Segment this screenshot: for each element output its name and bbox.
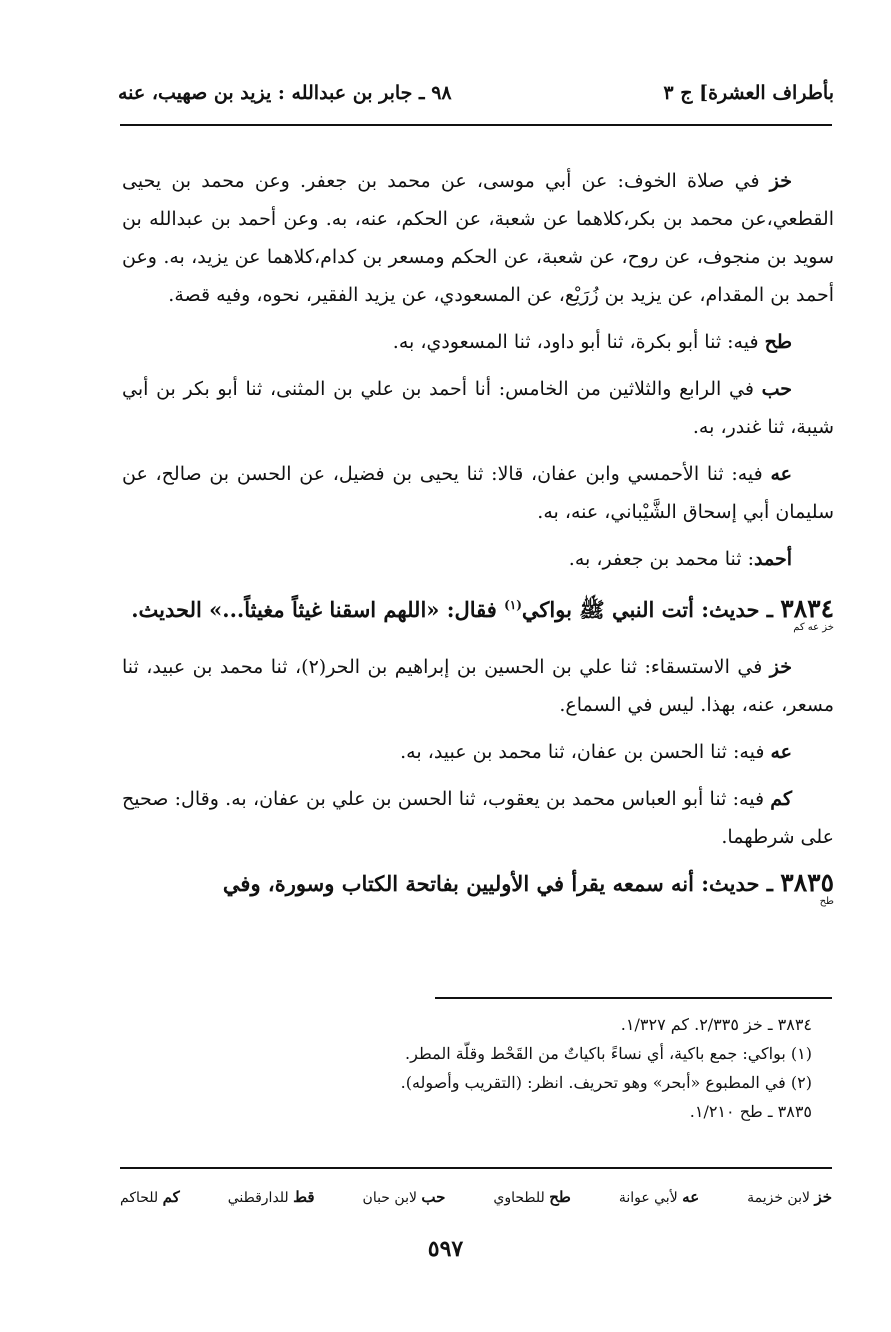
footnote-line: (١) بواكي: جمع باكية، أي نساءً باكياتٌ من القَحْط وقلّة المطر.	[405, 1044, 812, 1063]
paragraph-text: في الاستسقاء: ثنا علي بن الحسين بن إبراهيم بن الحر(٢)، ثنا محمد بن عبيد، ثنا مسعر، عنه، بهذا. ليس في السماع.	[122, 656, 834, 716]
paragraph-ah	[122, 455, 834, 531]
paragraph-khuz-salat-khawf	[122, 162, 834, 314]
source-abbr: أحمد	[754, 548, 792, 570]
paragraph-khuz-istisqa	[122, 648, 834, 724]
header-divider	[120, 124, 832, 126]
legend-name: للحاكم	[120, 1190, 159, 1206]
legend-name: لابن خزيمة	[747, 1190, 810, 1206]
footnote-ref-1: (١)	[504, 598, 522, 612]
paragraph-tah	[122, 323, 834, 361]
legend-abbr: خز	[814, 1188, 832, 1206]
paragraph-hib	[122, 370, 834, 446]
source-abbr: عه	[770, 463, 792, 485]
source-abbr: خز	[769, 656, 792, 678]
legend-item	[747, 1188, 832, 1206]
footnote-line: ٣٨٣٥ ـ طح ١/٢١٠.	[689, 1102, 812, 1121]
running-header	[118, 76, 834, 110]
legend-divider	[120, 1167, 832, 1169]
footnote-line: (٢) في المطبوع «أبحر» وهو تحريف. انظر: (التقريب وأصوله).	[400, 1073, 812, 1092]
legend-name: لأبي عوانة	[618, 1190, 678, 1206]
paragraph-text: فيه: ثنا الحسن بن عفان، ثنا محمد بن عبيد، به.	[400, 741, 771, 763]
legend-abbr: كم	[162, 1188, 180, 1206]
legend-name: لابن حبان	[362, 1190, 417, 1206]
header-book-title: بأطراف العشرة] ج ٣	[663, 82, 834, 104]
source-abbr: طح	[764, 331, 792, 353]
hadith-3834	[122, 587, 834, 634]
footnote-divider	[435, 997, 832, 999]
legend-item	[120, 1188, 180, 1206]
hadith-text: ـ حديث: أتت النبي ﷺ بواكي	[521, 597, 781, 622]
hadith-source-tags: خز عه كم	[793, 622, 834, 633]
main-text	[122, 162, 834, 922]
legend-abbr: حب	[421, 1188, 446, 1206]
paragraph-text: فيه: ثنا أبو العباس محمد بن يعقوب، ثنا الحسن بن علي بن عفان، به. وقال: صحيح على شرطهما.	[122, 788, 834, 848]
legend-name: للطحاوي	[493, 1190, 545, 1206]
legend-item	[493, 1188, 570, 1206]
source-abbr: خز	[769, 170, 792, 192]
legend-abbr: طح	[549, 1188, 571, 1206]
paragraph-text: في صلاة الخوف: عن أبي موسى، عن محمد بن جعفر. وعن محمد بن يحيى القطعي،عن محمد بن بكر،كلاهما عن شعبة، عن الحكم، عنه، به. وعن أحمد بن عبدالله بن سويد بن منجوف، عن روح، عن شعبة، عن الحكم ومسعر بن كدام،كلاهما عن يزيد، به. وعن أحمد بن المقدام، عن يزيد بن زُرَيْع، عن المسعودي، عن يزيد الفقير، نحوه، وفيه قصة.	[122, 170, 834, 306]
paragraph-text: في الرابع والثلاثين من الخامس: أنا أحمد بن علي بن المثنى، ثنا أبو بكر بن أبي شيبة، ثنا غندر، به.	[122, 378, 834, 438]
hadith-text-cont: فقال: «اللهم اسقنا غيثاً مغيثاً...» الحديث.	[131, 597, 505, 622]
legend-item	[228, 1188, 315, 1206]
hadith-text: ـ حديث: أنه سمعه يقرأ في الأوليين بفاتحة الكتاب وسورة، وفي	[222, 871, 781, 896]
source-abbr: حب	[761, 378, 792, 400]
source-abbr: كم	[770, 788, 792, 810]
hadith-number: ٣٨٣٤	[780, 594, 834, 623]
paragraph-text: فيه: ثنا الأحمسي وابن عفان، قالا: ثنا يحيى بن فضيل، عن الحسن بن صالح، عن سليمان أبي إسحاق الشَّيْباني، عنه، به.	[122, 463, 834, 523]
header-section-title: ٩٨ ـ جابر بن عبدالله : يزيد بن صهيب، عنه	[118, 82, 452, 104]
legend-item	[619, 1188, 699, 1206]
paragraph-ah-2	[122, 733, 834, 771]
hadith-number: ٣٨٣٥	[780, 868, 834, 897]
paragraph-ahmad	[122, 540, 834, 578]
legend-abbr: عه	[682, 1188, 700, 1206]
abbreviation-legend	[120, 1182, 832, 1212]
hadith-3835	[122, 865, 834, 908]
footnote-line: ٣٨٣٤ ـ خز ٢/٣٣٥. كم ١/٣٢٧.	[620, 1015, 812, 1034]
source-abbr: عه	[770, 741, 792, 763]
paragraph-text: فيه: ثنا أبو بكرة، ثنا أبو داود، ثنا المسعودي، به.	[392, 331, 765, 353]
page-number: ٥٩٧	[427, 1236, 464, 1262]
legend-name: للدارقطني	[227, 1190, 289, 1206]
footnotes	[300, 1010, 812, 1126]
paragraph-kam	[122, 780, 834, 856]
hadith-source-tags: طح	[819, 896, 834, 907]
legend-abbr: قط	[293, 1188, 315, 1206]
legend-item	[363, 1188, 446, 1206]
paragraph-text: : ثنا محمد بن جعفر، به.	[568, 548, 755, 570]
